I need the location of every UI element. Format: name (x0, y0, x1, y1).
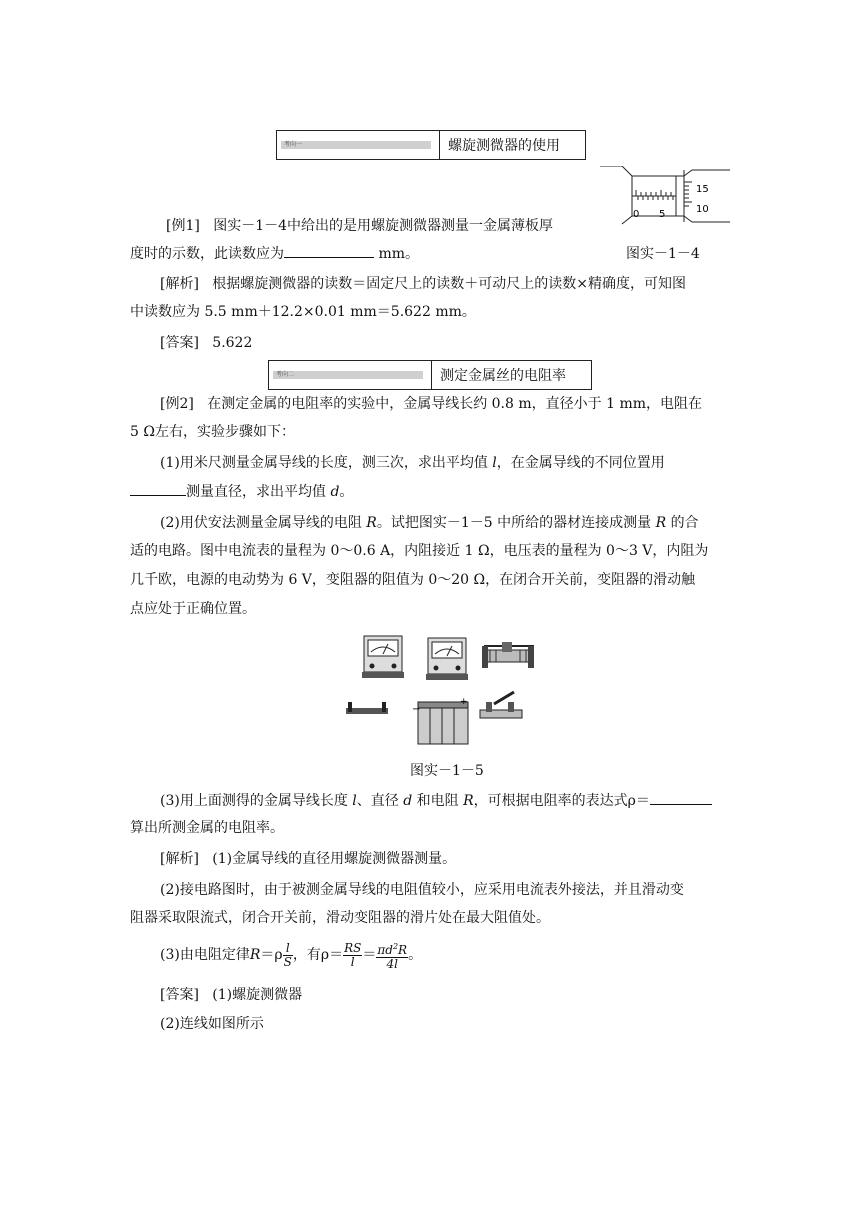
svg-text:5: 5 (659, 209, 666, 220)
answer-1: [答案] 5.622 (160, 335, 253, 351)
answer-blank[interactable] (284, 243, 374, 258)
section-title-1: 螺旋测微器的使用 (448, 138, 560, 154)
step-2-line-1: (2)用伏安法测量金属导线的电阻 R。试把图实－1－5 中所给的器材连接成测量 R 的合 (160, 515, 699, 531)
section-header-1 (276, 130, 586, 160)
step-1-line-1: (1)用米尺测量金属导线的长度，测三次，求出平均值 l，在金属导线的不同位置用 (160, 455, 665, 471)
equipment-figure (344, 632, 534, 750)
example-2-label: [例2] (160, 396, 194, 412)
figure-caption-1-5: 图实－1－5 (410, 763, 484, 779)
example-2-line-1: [例2] 在测定金属的电阻率的实验中，金属导线长约 0.8 m，直径小于 1 mm，电阻在 (160, 396, 703, 412)
answer-2-line-2: (2)连线如图所示 (160, 1016, 264, 1032)
example-1-line-1: [例1] 图实－1－4中给出的是用螺旋测微器测量一金属薄板厚 (166, 218, 554, 234)
step-3-line-1: (3)用上面测得的金属导线长度 l、直径 d 和电阻 R，可根据电阻率的表达式ρ＝ (160, 790, 712, 811)
fraction-pid2r-over-4l: $\frac{\pi d^2R}{4l}$ (377, 941, 408, 971)
analysis-2-formula: (3)由电阻定律R＝ρ $\frac{l}{S}$ ，有ρ＝ $\frac{RS}{l}$ ＝ $\frac{\pi d^2R}{4l}$ 。 (160, 940, 423, 971)
step-2-line-2: 适的电路。图中电流表的量程为 0～0.6 A，内阻接近 1 Ω，电压表的量程为 0～3 V，内阻为 (130, 543, 709, 559)
step-1-line-2: 测量直径，求出平均值 d。 (130, 481, 353, 502)
micrometer-figure (600, 166, 730, 226)
answer-2-line-1: [答案] (1)螺旋测微器 (160, 987, 303, 1003)
voltmeter-icon (426, 638, 468, 680)
analysis-1-line-2: 中读数应为 5.5 mm＋12.2×0.01 mm＝5.622 mm。 (130, 304, 476, 320)
analysis-2-line-2: (2)接电路图时，由于被测金属导线的电阻值较小，应采用电流表外接法，并且滑动变 (160, 882, 684, 898)
step-3-line-2: 算出所测金属的电阻率。 (130, 820, 284, 836)
analysis-1-line-1: [解析] 根据螺旋测微器的读数＝固定尺上的读数＋可动尺上的读数×精确度，可知图 (160, 276, 687, 292)
answer-2-label: [答案] (160, 987, 199, 1003)
svg-text:−: − (412, 704, 421, 715)
step-2-line-4: 点应处于正确位置。 (130, 601, 256, 617)
figure-caption-1-4: 图实－1－4 (626, 246, 700, 262)
formula-blank[interactable] (650, 790, 712, 805)
ammeter-icon (362, 636, 404, 678)
section-tag-1: 考向一 (277, 131, 440, 159)
fraction-l-over-s: $\frac{l}{S}$ (283, 940, 292, 969)
rheostat-icon (482, 642, 534, 668)
battery-icon (412, 697, 468, 744)
section-tag-2: 考向二 (269, 361, 432, 389)
analysis-1-label: [解析] (160, 276, 199, 292)
fraction-rs-over-l: $\frac{RS}{l}$ (344, 940, 362, 969)
example-1-label: [例1] (166, 218, 200, 234)
svg-text:0: 0 (633, 209, 640, 220)
answer-1-label: [答案] (160, 335, 199, 351)
section-title-2: 测定金属丝的电阻率 (440, 368, 566, 384)
switch-icon (480, 692, 522, 718)
example-1-line-2: 度时的示数，此读数应为 mm。 (130, 243, 419, 264)
wire-sample-icon (346, 702, 388, 714)
step-2-line-3: 几千欧，电源的电动势为 6 V，变阻器的阻值为 0～20 Ω，在闭合开关前，变阻器的滑动触 (130, 572, 696, 588)
section-header-2 (268, 360, 592, 390)
analysis-2-label: [解析] (160, 851, 199, 867)
example-2-line-2: 5 Ω左右，实验步骤如下： (130, 424, 295, 440)
svg-text:10: 10 (696, 204, 709, 215)
svg-text:+: + (460, 697, 468, 707)
svg-text:15: 15 (696, 184, 709, 195)
instrument-blank[interactable] (130, 481, 186, 496)
analysis-2-line-1: [解析] (1)金属导线的直径用螺旋测微器测量。 (160, 851, 457, 867)
analysis-2-line-3: 阻器采取限流式，闭合开关前，滑动变阻器的滑片处在最大阻值处。 (130, 910, 550, 926)
